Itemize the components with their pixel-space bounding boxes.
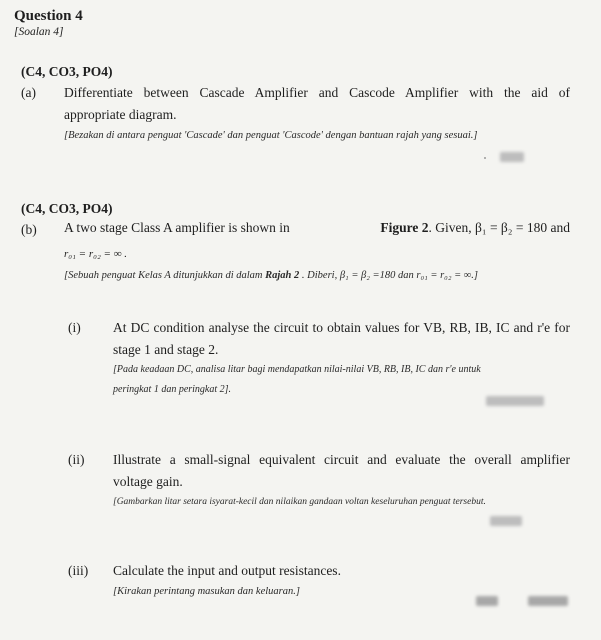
marks-redacted-iii-b bbox=[528, 596, 568, 606]
part-b-given: . Given, β₁ = β₂ = 180 and bbox=[428, 220, 570, 235]
part-b-translation-post: . Diberi, β₁ = β₂ =180 dan r₀₁ = r₀₂ = ∞.] bbox=[301, 270, 479, 281]
part-a-question-line2: appropriate diagram. bbox=[64, 107, 177, 122]
sub-i-label: (i) bbox=[68, 320, 81, 335]
sub-iii-question: Calculate the input and output resistances. bbox=[113, 563, 341, 578]
sub-iii-label: (iii) bbox=[68, 563, 89, 578]
part-b-line1-rest bbox=[380, 220, 570, 236]
part-b-question-line1 bbox=[64, 220, 570, 236]
sub-ii-label: (ii) bbox=[68, 452, 85, 467]
sub-iii-translation: [Kirakan perintang masukan dan keluaran.] bbox=[113, 586, 300, 597]
sub-i-question-line2: stage 1 and stage 2. bbox=[113, 342, 219, 357]
sub-ii-translation: [Gambarkan litar setara isyarat-kecil dan nilaikan gandaan voltan keseluruhan penguat tersebut. bbox=[113, 497, 486, 507]
smudge-mark bbox=[484, 157, 486, 159]
marks-redacted-i bbox=[486, 396, 544, 406]
marks-redacted-iii-a bbox=[476, 596, 498, 606]
question-subtitle: [Soalan 4] bbox=[14, 26, 64, 38]
part-b-translation bbox=[64, 270, 478, 281]
question-title: Question 4 bbox=[14, 8, 83, 24]
marks-redacted-a bbox=[500, 152, 524, 162]
sub-i-translation-line1: [Pada keadaan DC, analisa litar bagi mendapatkan nilai-nilai VB, RB, IB, IC dan r'e untuk bbox=[113, 364, 481, 375]
figure-reference: Figure 2 bbox=[380, 220, 429, 235]
figure-reference-malay: Rajah 2 bbox=[265, 270, 300, 281]
part-b-label: (b) bbox=[21, 222, 37, 237]
part-b-line1-text: A two stage Class A amplifier is shown in bbox=[64, 220, 290, 235]
part-b-outcome-tag: (C4, CO3, PO4) bbox=[21, 201, 113, 216]
marks-redacted-ii bbox=[490, 516, 522, 526]
part-b-question-line2: r₀₁ = r₀₂ = ∞ . bbox=[64, 248, 128, 260]
part-a-outcome-tag: (C4, CO3, PO4) bbox=[21, 64, 113, 79]
part-b-translation-pre: [Sebuah penguat Kelas A ditunjukkan di dalam bbox=[64, 270, 263, 281]
part-a-translation: [Bezakan di antara penguat 'Cascade' dan penguat 'Cascode' dengan bantuan rajah yang sesuai.] bbox=[64, 130, 478, 141]
sub-ii-question-line1: Illustrate a small-signal equivalent circuit and evaluate the overall amplifier bbox=[113, 452, 570, 467]
sub-ii-question-line2: voltage gain. bbox=[113, 474, 183, 489]
sub-i-question-line1: At DC condition analyse the circuit to obtain values for VB, RB, IB, IC and r'e for bbox=[113, 320, 570, 335]
sub-i-translation-line2: peringkat 1 dan peringkat 2]. bbox=[113, 384, 232, 395]
part-a-label: (a) bbox=[21, 85, 36, 100]
part-a-question-line1: Differentiate between Cascade Amplifier and Cascode Amplifier with the aid of bbox=[64, 85, 570, 100]
